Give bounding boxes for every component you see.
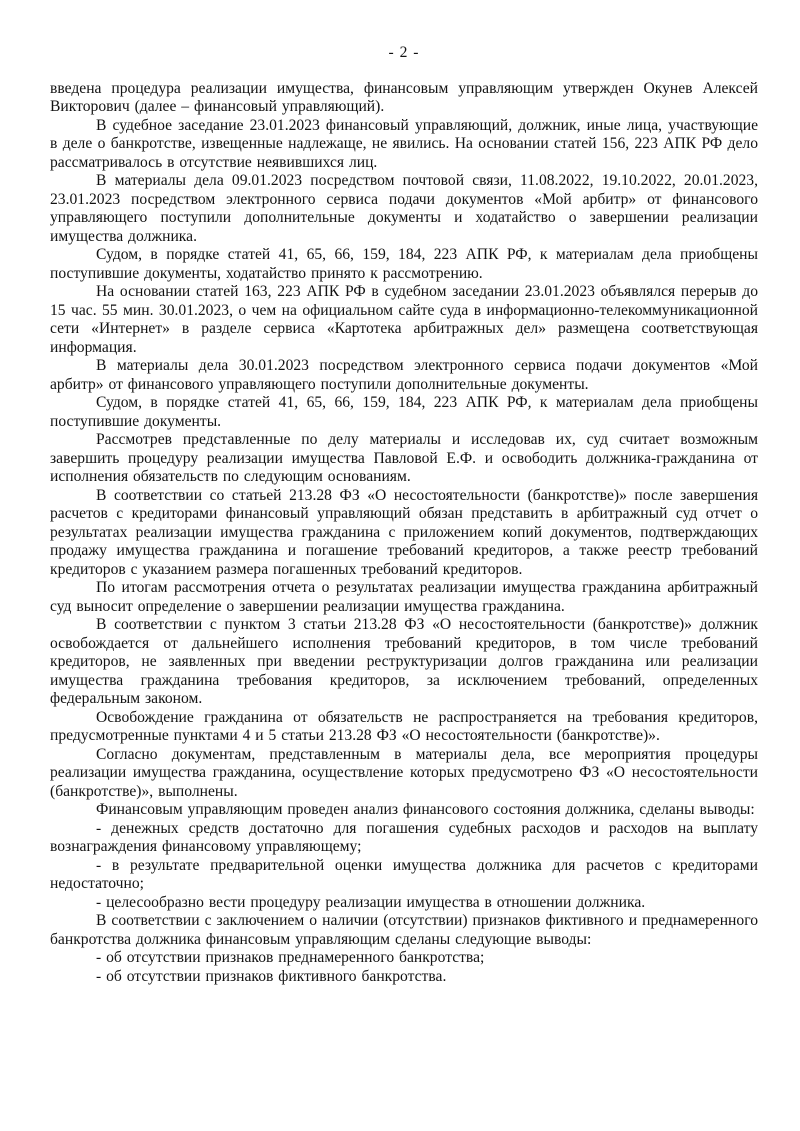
paragraph: Согласно документам, представленным в материалы дела, все мероприятия процедуры реализации имущества гражданина, осуществление которых предусмотрено ФЗ «О несостоятельности (банкротстве)», выполнены. [50,745,758,800]
paragraph: - об отсутствии признаков фиктивного банкротства. [96,967,447,985]
page-number: - 2 - [388,44,420,61]
paragraph: На основании статей 163, 223 АПК РФ в судебном заседании 23.01.2023 объявлялся перерыв до 15 час. 55 мин. 30.01.2023, о чем на официальном сайте суда в информационно-телекоммуникационной сети «Интернет» в разделе сервиса «Картотека арбитражных дел» размещена соответствующая информация. [50,283,758,356]
paragraph: - в результате предварительной оценки имущества должника для расчетов с кредиторами недостаточно; [50,856,758,892]
paragraph: Финансовым управляющим проведен анализ финансового состояния должника, сделаны выводы: [96,801,755,818]
paragraph: В соответствии со статьей 213.28 ФЗ «О несостоятельности (банкротстве)» после завершения расчетов с кредиторами финансовый управляющий обязан представить в арбитражный суд отчет о результатах реализации имущества гражданина с приложением копий документов, подтверждающих продажу имущества гражданина и погашение требований кредиторов, а также реестр требований кредиторов с указанием размера погашенных требований кредиторов. [50,486,758,578]
paragraph: В материалы дела 30.01.2023 посредством электронного сервиса подачи документов «Мой арбитр» от финансового управляющего поступили дополнительные документы. [50,357,758,393]
document-body [50,80,758,987]
paragraph: Судом, в порядке статей 41, 65, 66, 159, 184, 223 АПК РФ, к материалам дела приобщены поступившие документы. [50,394,758,430]
paragraph: В соответствии с заключением о наличии (отсутствии) признаков фиктивного и преднамеренного банкротства должника финансовым управляющим сделаны следующие выводы: [50,912,758,948]
paragraph: Рассмотрев представленные по делу материалы и исследовав их, суд считает возможным завершить процедуру реализации имущества Павловой Е.Ф. и освободить должника-гражданина от исполнения обязательств по следующим основаниям. [50,431,758,485]
paragraph: - об отсутствии признаков преднамеренного банкротства; [96,949,485,966]
paragraph: Освобождение гражданина от обязательств не распространяется на требования кредиторов, предусмотренные пунктами 4 и 5 статьи 213.28 ФЗ «О несостоятельности (банкротстве)». [50,708,758,744]
paragraph: В судебное заседание 23.01.2023 финансовый управляющий, должник, иные лица, участвующие в деле о банкротстве, извещенные надлежаще, не явились. На основании статей 156, 223 АПК РФ дело рассматривалось в отсутствие неявившихся лиц. [50,116,758,171]
paragraph: В соответствии с пунктом 3 статьи 213.28 ФЗ «О несостоятельности (банкротстве)» должник освобождается от дальнейшего исполнения требований кредиторов, в том числе требований кредиторов, не заявленных при введении реструктуризации долгов гражданина или реализации имущества гражданина требования кредиторов, за исключением требований, определенных федеральным законом. [50,616,758,707]
paragraph: - целесообразно вести процедуру реализации имущества в отношении должника. [96,893,646,911]
paragraph: - денежных средств достаточно для погашения судебных расходов и расходов на выплату вознаграждения финансовому управляющему; [50,819,758,855]
paragraph: По итогам рассмотрения отчета о результатах реализации имущества гражданина арбитражный суд выносит определение о завершении реализации имущества гражданина. [50,579,758,615]
paragraph: Судом, в порядке статей 41, 65, 66, 159, 184, 223 АПК РФ, к материалам дела приобщены поступившие документы, ходатайство принято к рассмотрению. [50,246,758,282]
paragraph: введена процедура реализации имущества, финансовым управляющим утвержден Окунев Алексей Викторович (далее – финансовый управляющий). [50,79,758,115]
paragraph: В материалы дела 09.01.2023 посредством почтовой связи, 11.08.2022, 19.10.2022, 20.01.2023, 23.01.2023 посредством электронного сервиса подачи документов «Мой арбитр» от финансового управляющего поступили дополнительные документы и ходатайство о завершении реализации имущества должника. [50,172,758,245]
